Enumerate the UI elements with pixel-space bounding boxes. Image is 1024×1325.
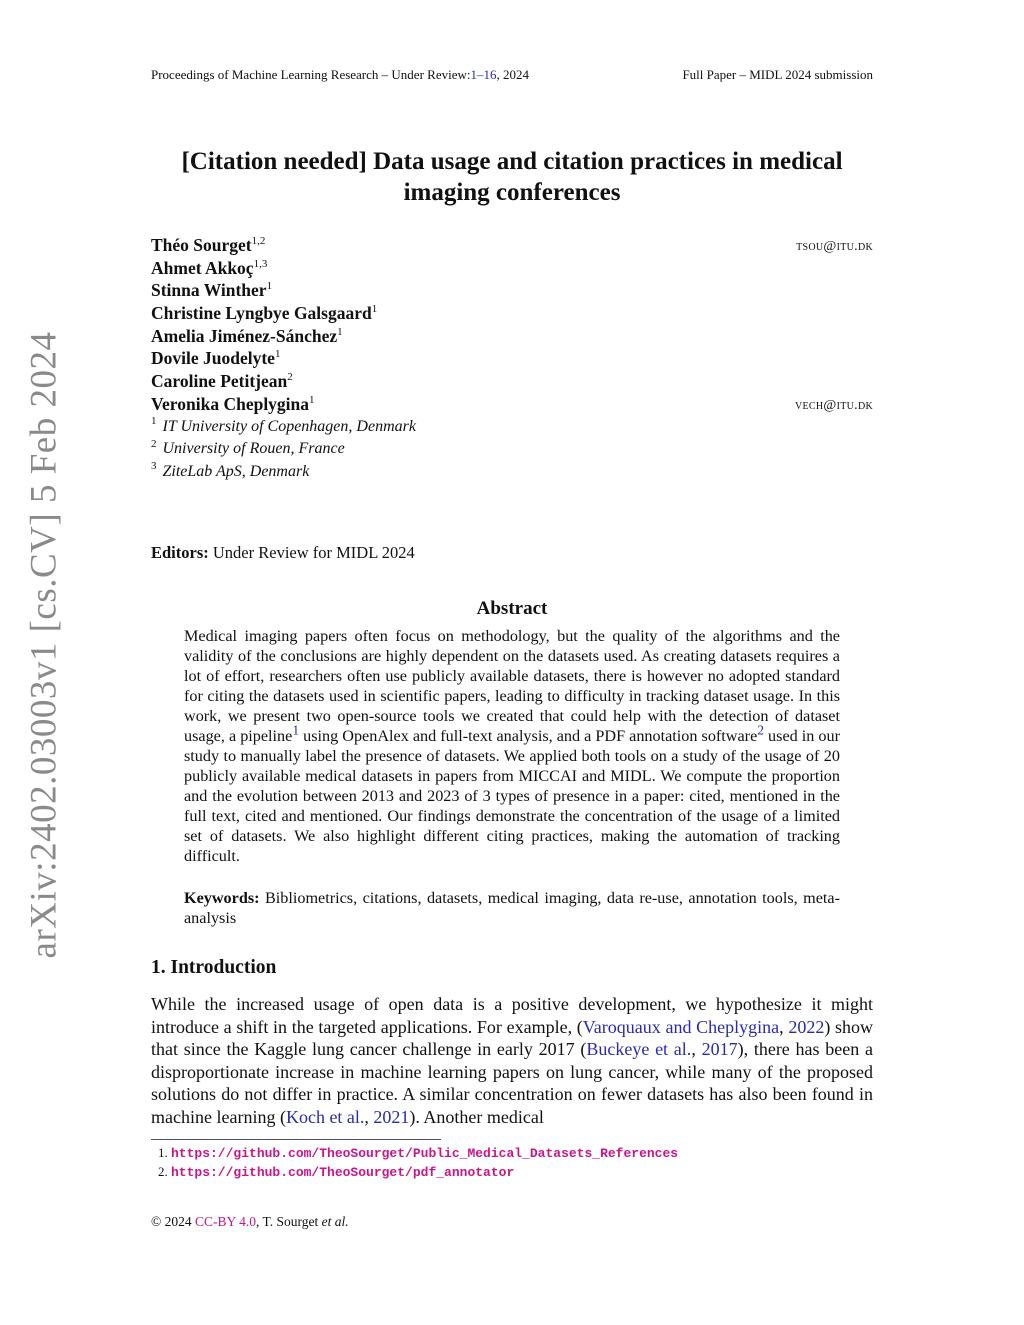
footnote-url-link[interactable]: https://github.com/TheoSourget/Public_Medical_Datasets_References [171, 1146, 679, 1161]
footnote-url-link[interactable]: https://github.com/TheoSourget/pdf_annotator [171, 1165, 515, 1180]
author-name: Amelia Jiménez-Sánchez [151, 325, 338, 346]
footnote-number: 1. [158, 1145, 168, 1160]
running-header-right: Full Paper – MIDL 2024 submission [682, 67, 873, 82]
copyright-line [151, 1214, 349, 1230]
author-name: Dovile Juodelyte [151, 348, 275, 369]
license-link[interactable]: CC-BY 4.0 [195, 1214, 257, 1229]
affiliation [151, 461, 873, 484]
copyright-icon: © [151, 1214, 162, 1229]
abstract-heading: Abstract [476, 598, 548, 619]
citation-year-link[interactable]: 2017 [701, 1039, 738, 1059]
affiliation [151, 416, 873, 439]
section-heading-introduction: 1. Introduction [151, 957, 277, 978]
page-range-link[interactable]: 1–16 [470, 67, 497, 82]
footnote-1 [158, 1145, 678, 1161]
author-name: Veronika Cheplygina [151, 393, 310, 414]
author-email[interactable]: tsou@itu.dk [796, 239, 873, 254]
header-venue: Proceedings of Machine Learning Research – Under Review: [151, 67, 471, 82]
author [151, 393, 873, 416]
author-block [151, 234, 873, 483]
editors-line [151, 543, 415, 563]
abstract-text [184, 626, 840, 866]
text: , [691, 1039, 702, 1059]
author [151, 234, 873, 257]
introduction-paragraph [151, 993, 873, 1128]
affiliation-name: IT University of Copenhagen, Denmark [162, 417, 416, 435]
author-affiliation-marker: 1 [266, 280, 273, 293]
keywords [184, 888, 840, 928]
header-year: , 2024 [496, 67, 529, 82]
footnote-ref[interactable]: 2 [757, 722, 764, 738]
author-name: Ahmet Akkoç [151, 257, 254, 278]
copyright-etal: et al. [321, 1214, 349, 1229]
author-affiliation-marker: 1,2 [251, 235, 266, 248]
author-name: Théo Sourget [151, 235, 252, 255]
author [151, 302, 873, 325]
citation-link[interactable]: Buckeye et al. [586, 1039, 692, 1059]
affiliation-number: 1 [151, 415, 157, 428]
citation-year-link[interactable]: 2022 [788, 1016, 825, 1037]
text: , [364, 1106, 374, 1127]
author [151, 370, 873, 393]
author-name: Christine Lyngbye Galsgaard [151, 303, 372, 324]
citation-link[interactable]: Varoquaux and Cheplygina [582, 1016, 780, 1037]
text: ) show that since the Kaggle lung cancer challenge in early 2017 ( [151, 1016, 874, 1059]
author [151, 347, 873, 370]
keywords-value: Bibliometrics, citations, datasets, medical imaging, data re-use, annotation tools, meta-analysis [184, 889, 840, 927]
author-name: Caroline Petitjean [151, 371, 288, 392]
editors-label: Editors: [151, 543, 209, 562]
arxiv-stamp: arXiv:2402.03003v1 [cs.CV] 5 Feb 2024 [23, 331, 65, 959]
abstract-part: used in our study to manually label the presence of datasets. We applied both tools on a study of the usage of 20 publicly available medical datasets in papers from MICCAI and MIDL. We compute the proportion and the evolution between 2013 and 2023 of 3 types of presence in a paper: cited, mentioned in the full text, cited and mentioned. Our findings demonstrate the concentration of the usage of a limited set of datasets. We also highlight different citing practices, making the automation of tracking difficult. [184, 727, 840, 865]
copyright-year: 2024 [161, 1214, 196, 1229]
author-name: Stinna Winther [151, 280, 267, 301]
footnote-2 [158, 1164, 514, 1180]
author-affiliation-marker: 1 [274, 348, 281, 361]
footnote-number: 2. [158, 1164, 168, 1179]
footnote-rule [151, 1139, 441, 1140]
author-affiliation-marker: 1 [371, 303, 378, 316]
paper-title: [Citation needed] Data usage and citation practices in medical imaging conferences [181, 148, 843, 206]
author-affiliation-marker: 1 [309, 393, 315, 406]
affiliation-number: 2 [151, 437, 157, 450]
author [151, 279, 873, 302]
keywords-label: Keywords: [184, 889, 260, 907]
author-email[interactable]: vech@itu.dk [794, 397, 873, 413]
affiliation-name: ZiteLab ApS, Denmark [162, 462, 310, 480]
author [151, 325, 873, 348]
text: ), there has been a disproportionate increase in machine learning papers on lung cancer, while many of the proposed solutions do not differ in practice. A similar concentration on fewer datasets has also been found in machine learning ( [151, 1039, 874, 1127]
copyright-authors: , T. Sourget [256, 1214, 322, 1229]
affiliation-number: 3 [151, 460, 157, 473]
author [151, 257, 873, 280]
footnote-ref[interactable]: 1 [292, 722, 300, 738]
author-affiliation-marker: 1 [337, 325, 343, 338]
text: While the increased usage of open data is a positive development, we hypothesize it might introduce a shift in the targeted applications. For example, ( [151, 994, 873, 1037]
affiliation [151, 438, 873, 461]
text: , [779, 1016, 789, 1037]
citation-year-link[interactable]: 2021 [373, 1106, 410, 1127]
author-affiliation-marker: 1,3 [253, 257, 268, 270]
running-header-left [151, 67, 529, 83]
abstract-part: Medical imaging papers often focus on methodology, but the quality of the algorithms and the validity of the conclusions are highly dependent on the datasets used. As creating datasets requires a lot of effort, researchers often use publicly available datasets, there is however no adopted standard for citing the datasets used in scientific papers, leading to difficulty in tracking dataset usage. In this work, we present two open-source tools we created that could help with the detection of dataset usage, a pipeline [184, 627, 840, 745]
author-affiliation-marker: 2 [287, 371, 293, 384]
text: ). Another medical [409, 1106, 544, 1127]
citation-link[interactable]: Koch et al. [285, 1106, 365, 1127]
editors-value: Under Review for MIDL 2024 [212, 543, 415, 562]
affiliation-name: University of Rouen, France [162, 440, 345, 457]
abstract-part: using OpenAlex and full-text analysis, and a PDF annotation software [299, 727, 758, 745]
